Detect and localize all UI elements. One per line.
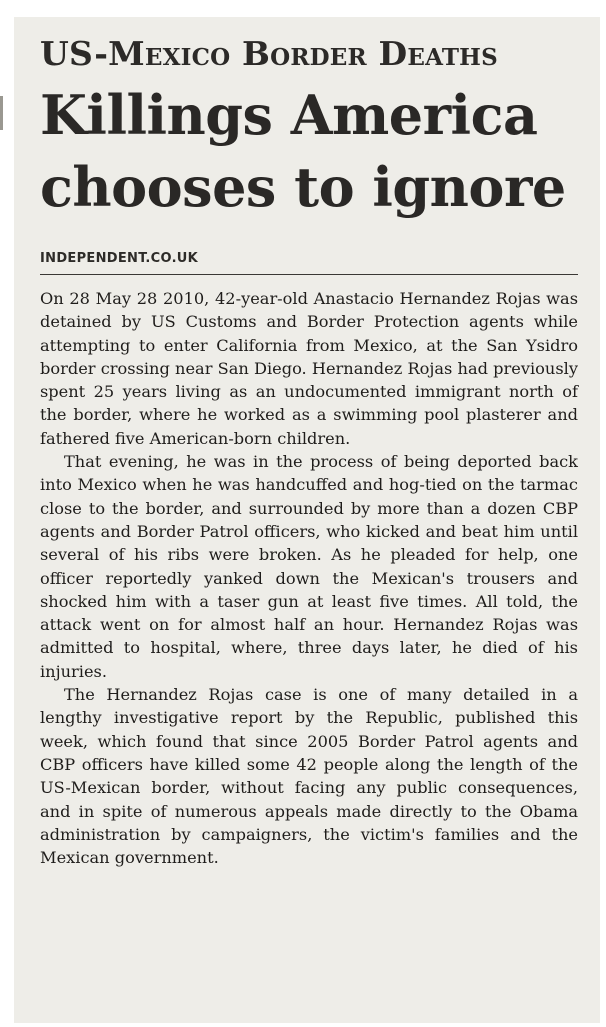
article-body [40,287,578,869]
paragraph-2: That evening, he was in the process of being deported back into Mexico when he was handcuffed and hog-tied on the tarmac close to the border, and surrounded by more than a dozen CBP agents and Border Patrol officers, who kicked and beat him until several of his ribs were broken. As he pleaded for help, one officer reportedly yanked down the Mexican's trousers and shocked him with a taser gun at least five times. All told, the attack went on for almost half an hour. Hernandez Rojas was admitted to hospital, where, three days later, he died of his injuries. [40,452,578,681]
divider-rule [40,274,578,275]
headline-line-2: chooses to ignore [40,155,566,219]
paragraph-3: The Hernandez Rojas case is one of many detailed in a lengthy investigative report by the Republic, published this week, which found that since 2005 Border Patrol agents and CBP officers have killed some 42 people along the length of the US-Mexican border, without facing any public consequences, and in spite of numerous appeals made directly to the Obama administration by campaigners, the victim's families and the Mexican government. [40,685,578,868]
headline-line-1: Killings America [40,83,538,147]
paragraph-1: On 28 May 28 2010, 42-year-old Anastacio Hernandez Rojas was detained by US Customs and Border Protection agents while attempting to enter California from Mexico, at the San Ysidro border crossing near San Diego. Hernandez Rojas had previously spent 25 years living as an undocumented immigrant north of the border, where he worked as a swimming pool plasterer and fathered five American-born children. [40,289,578,448]
source-credit: INDEPENDENT.CO.UK [40,251,199,266]
headline [40,79,576,223]
section-kicker: US-Mexico Border Deaths [40,34,498,73]
news-clipping [14,17,600,1023]
scan-edge-mark [0,96,3,130]
